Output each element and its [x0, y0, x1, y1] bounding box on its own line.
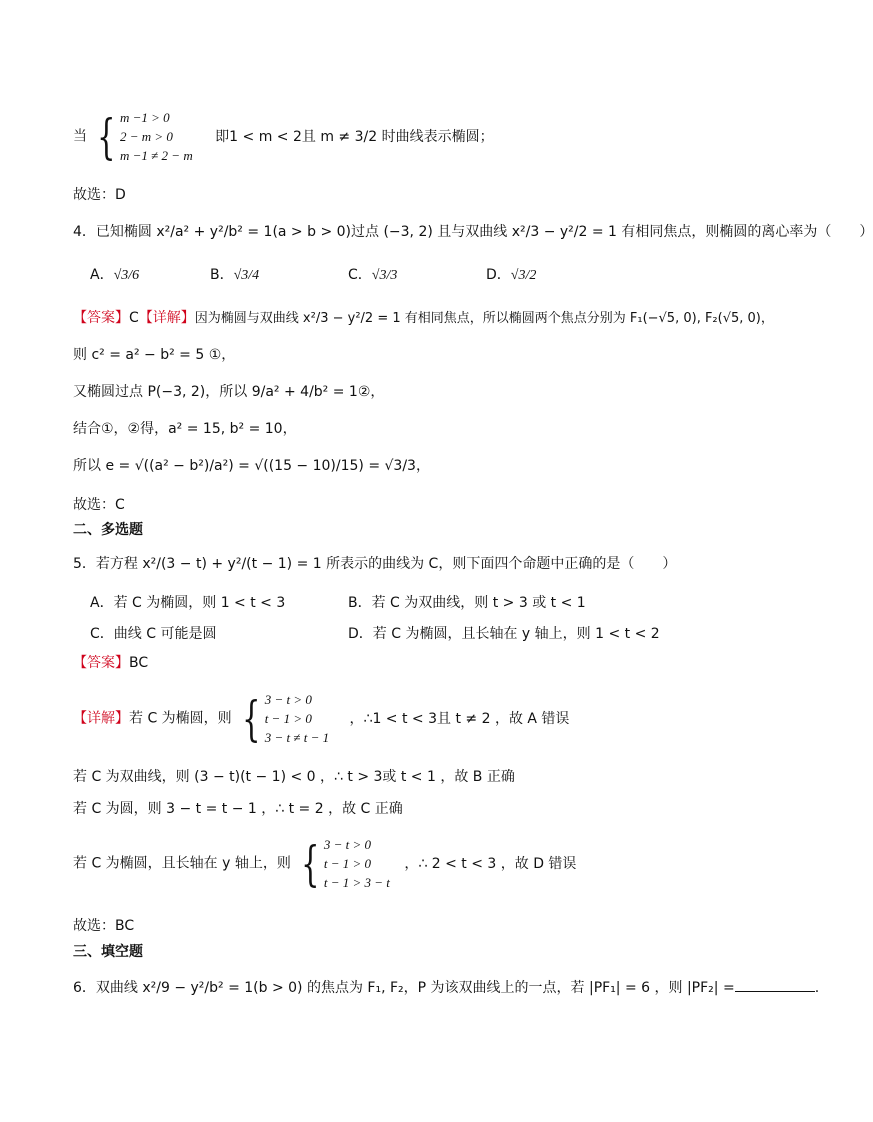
- answer-blank[interactable]: [735, 977, 815, 992]
- option-label: C．: [90, 626, 114, 642]
- detail-tag: 【详解】: [138, 310, 195, 326]
- option-value: 曲线 C 可能是圆: [113, 626, 217, 642]
- q4-stem: 4．已知椭圆 x²/a² + y²/b² = 1(a > b > 0)过点 (−3, 2) 且与双曲线 x²/3 − y²/2 = 1 有相同焦点，则椭圆的离心率为（ ）: [73, 224, 873, 240]
- q5-detail-d: [73, 835, 576, 892]
- q5-option-b: [348, 592, 586, 612]
- q4-option-a: [90, 264, 139, 284]
- q4-choice: 故选：C: [73, 497, 125, 513]
- section-heading-fill-blank: 三、填空题: [73, 944, 143, 960]
- q6-stem-line: [73, 977, 819, 997]
- q3-system-line: m −1 ≠ 2 − m: [120, 148, 193, 163]
- q5-option-a: [90, 592, 285, 612]
- q5-detail-b: 若 C 为双曲线，则 (3 − t)(t − 1) < 0 ，∴ t > 3或 t < 1 ，故 B 正确: [73, 769, 515, 785]
- q3-system: [91, 108, 192, 165]
- system-line: t − 1 > 3 − t: [323, 875, 390, 890]
- option-label: B．: [210, 267, 234, 283]
- q4-solution-line-4: 结合①，②得，a² = 15, b² = 10，: [73, 421, 297, 437]
- option-label: C．: [348, 267, 372, 283]
- q5-answer-line: [73, 655, 148, 672]
- q3-system-line: 2 − m > 0: [120, 129, 173, 144]
- option-value: 若 C 为椭圆，且长轴在 y 轴上，则 1 < t < 2: [372, 626, 660, 642]
- q3-system-line: m −1 > 0: [120, 110, 170, 125]
- q5-detail-d-system: [295, 835, 390, 892]
- q4-option-c: [348, 264, 397, 284]
- option-value: √3/2: [510, 268, 537, 283]
- system-line: 3 − t ≠ t − 1: [264, 730, 330, 745]
- q5-detail-a-system: [236, 690, 329, 747]
- answer-value: BC: [129, 655, 149, 671]
- option-value: √3/4: [233, 268, 260, 283]
- q5-detail-c: 若 C 为圆，则 3 − t = t − 1 ，∴ t = 2 ，故 C 正确: [73, 801, 403, 817]
- answer-tag: 【答案】: [73, 310, 129, 326]
- q4-solution-line-1: [73, 310, 774, 327]
- q5-choice: 故选：BC: [73, 918, 135, 934]
- option-label: A．: [90, 595, 114, 611]
- q4-solution-line-2: 则 c² = a² − b² = 5 ①，: [73, 347, 236, 363]
- q4-solution-line-5: 所以 e = √((a² − b²)/a²) = √((15 − 10)/15) = √3/3，: [73, 458, 430, 474]
- answer-value: C: [129, 310, 139, 326]
- section-heading-multi-choice: 二、多选题: [73, 522, 143, 538]
- q3-conclusion-line: [73, 108, 494, 165]
- option-label: B．: [348, 595, 372, 611]
- option-value: √3/3: [371, 268, 398, 283]
- system-line: t − 1 > 0: [264, 711, 312, 726]
- q3-conclusion: 即1 < m < 2且 m ≠ 3/2 时曲线表示椭圆；: [215, 128, 494, 145]
- option-label: D．: [486, 267, 511, 283]
- option-value: 若 C 为双曲线，则 t > 3 或 t < 1: [371, 595, 586, 611]
- system-line: t − 1 > 0: [323, 856, 372, 871]
- system-line: 3 − t > 0: [264, 692, 312, 707]
- solution-text: 因为椭圆与双曲线 x²/3 − y²/2 = 1 有相同焦点，所以椭圆两个焦点分别为 F₁(−√5, 0), F₂(√5, 0)，: [194, 311, 774, 326]
- q5-detail-a: [73, 690, 569, 747]
- detail-tag: 【详解】: [73, 710, 129, 727]
- detail-text: 若 C 为椭圆，且长轴在 y 轴上，则: [73, 855, 291, 872]
- detail-text: ，∴ 2 < t < 3 ，故 D 错误: [404, 855, 577, 872]
- option-value: 若 C 为椭圆，则 1 < t < 3: [113, 595, 286, 611]
- q3-choice: 故选：D: [73, 187, 126, 203]
- q3-lead: 当: [73, 128, 87, 145]
- detail-text: ，∴1 < t < 3且 t ≠ 2 ，故 A 错误: [349, 710, 570, 727]
- q4-option-b: [210, 264, 259, 284]
- system-line: 3 − t > 0: [323, 837, 372, 852]
- option-value: √3/6: [113, 268, 140, 283]
- q5-option-d: [348, 623, 660, 643]
- q5-option-c: [90, 623, 216, 643]
- answer-tag: 【答案】: [73, 655, 129, 671]
- brace-icon: {: [301, 835, 320, 892]
- q4-option-d: [486, 264, 536, 284]
- detail-text: 若 C 为椭圆，则: [129, 710, 232, 727]
- q6-end: .: [814, 980, 820, 996]
- option-label: A．: [90, 267, 114, 283]
- option-label: D．: [348, 626, 373, 642]
- q4-solution-line-3: 又椭圆过点 P(−3, 2)，所以 9/a² + 4/b² = 1②，: [73, 384, 385, 400]
- q5-stem: 5．若方程 x²/(3 − t) + y²/(t − 1) = 1 所表示的曲线为 C，则下面四个命题中正确的是（ ）: [73, 556, 677, 572]
- q6-stem: 6．双曲线 x²/9 − y²/b² = 1(b > 0) 的焦点为 F₁, F₂，P 为该双曲线上的一点，若 |PF₁| = 6 ，则 |PF₂| =: [73, 980, 735, 996]
- brace-icon: {: [242, 690, 261, 747]
- brace-icon: {: [97, 108, 116, 165]
